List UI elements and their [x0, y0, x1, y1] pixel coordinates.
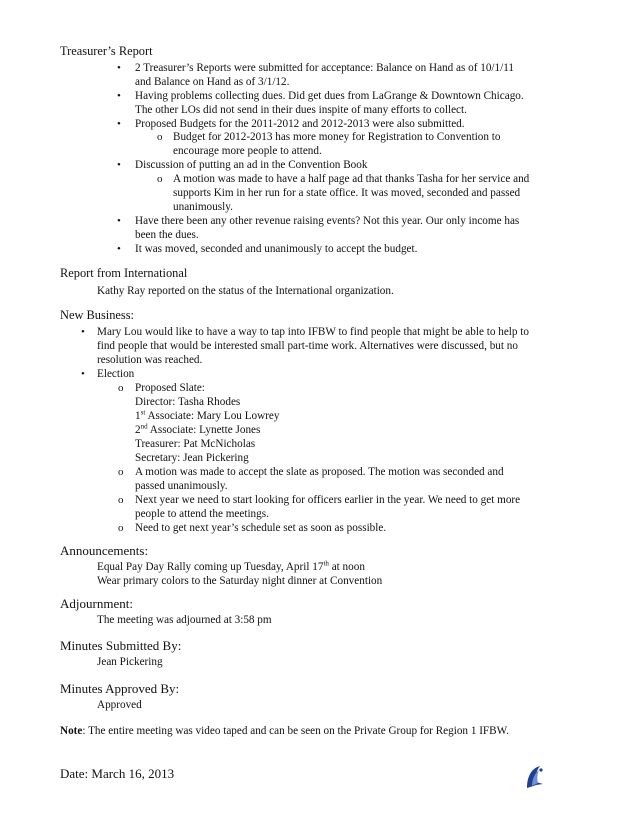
minutes-submitted-text: Jean Pickering [97, 656, 163, 668]
list-item-line: Next year we need to start looking for officers earlier in the year. We need to get more [135, 494, 521, 506]
sub-bullet: o [157, 173, 163, 185]
note-paragraph [60, 724, 509, 738]
list-item-line: find people that would be interested small part-time work. Alternatives were discussed, but no [97, 340, 518, 352]
list-item-line: Proposed Budgets for the 2011-2012 and 2012-2013 were also submitted. [135, 118, 465, 130]
sub-bullet: o [157, 131, 163, 143]
list-bullet: • [81, 368, 85, 380]
list-item-line: 2 Treasurer’s Reports were submitted for acceptance: Balance on Hand as of 10/1/11 [135, 62, 515, 74]
minutes-approved-heading: Minutes Approved By: [60, 681, 180, 696]
list-item-line: The other LOs did not send in their dues inspite of many efforts to collect. [135, 104, 467, 116]
list-item-line: Budget for 2012-2013 has more money for Registration to Convention to [173, 131, 501, 143]
list-item-line: A motion was made to have a half page ad that thanks Tasha for her service and [173, 173, 530, 185]
slate-treasurer: Treasurer: Pat McNicholas [135, 438, 256, 450]
minutes-submitted-heading: Minutes Submitted By: [60, 638, 182, 653]
announcement-line: Equal Pay Day Rally coming up Tuesday, April 17th at noon [97, 559, 365, 573]
list-bullet: • [117, 243, 121, 255]
list-item-line: resolution was reached. [97, 354, 203, 366]
list-bullet: • [117, 159, 121, 171]
announcement-line: Wear primary colors to the Saturday night dinner at Convention [97, 575, 383, 587]
list-item-line: passed unanimously. [135, 480, 228, 492]
sub-bullet: o [118, 522, 124, 534]
list-item-line: been the dues. [135, 229, 199, 241]
list-item-line: unanimously. [173, 201, 233, 213]
international-heading: Report from International [60, 266, 188, 280]
list-bullet: • [117, 62, 121, 74]
list-item-line: Have there been any other revenue raising events? Not this year. Our only income has [135, 215, 520, 227]
ifbw-logo-icon [524, 764, 546, 790]
list-item-line: people to attend the meetings. [135, 508, 269, 520]
list-item-line: and Balance on Hand as of 3/1/12. [135, 76, 290, 88]
slate-associate-2: 2nd Associate: Lynette Jones [135, 422, 261, 436]
adjournment-heading: Adjournment: [60, 596, 133, 611]
list-bullet: • [117, 90, 121, 102]
announcements-heading: Announcements: [60, 543, 149, 558]
new-business-heading: New Business: [60, 308, 134, 322]
slate-title: Proposed Slate: [135, 382, 205, 394]
note-label: Note [60, 725, 83, 737]
international-text: Kathy Ray reported on the status of the International organization. [97, 285, 394, 297]
list-bullet: • [81, 326, 85, 338]
list-bullet: • [117, 215, 121, 227]
treasurer-report-heading: Treasurer’s Report [60, 44, 153, 58]
note-text: : The entire meeting was video taped and can be seen on the Private Group for Region 1 IFBW. [82, 725, 509, 737]
list-item-line: Discussion of putting an ad in the Convention Book [135, 159, 368, 171]
list-item-line: Having problems collecting dues. Did get dues from LaGrange & Downtown Chicago. [135, 90, 524, 102]
list-item-line: Need to get next year’s schedule set as soon as possible. [135, 522, 387, 534]
election-label: Election [97, 368, 135, 380]
list-item-line: supports Kim in her run for a state office. It was moved, seconded and passed [173, 187, 521, 199]
slate-director: Director: Tasha Rhodes [135, 396, 241, 408]
list-bullet: • [117, 118, 121, 130]
list-item-line: It was moved, seconded and unanimously to accept the budget. [135, 243, 418, 255]
slate-secretary: Secretary: Jean Pickering [135, 452, 249, 464]
sub-bullet: o [118, 382, 124, 394]
list-item-line: Mary Lou would like to have a way to tap into IFBW to find people that might be able to help to [97, 326, 529, 338]
footer-date: Date: March 16, 2013 [60, 766, 175, 781]
list-item-line: encourage more people to attend. [173, 145, 322, 157]
sub-bullet: o [118, 494, 124, 506]
adjournment-text: The meeting was adjourned at 3:58 pm [97, 614, 272, 626]
minutes-approved-text: Approved [97, 699, 142, 711]
list-item-line: A motion was made to accept the slate as proposed. The motion was seconded and [135, 466, 504, 478]
slate-associate-1: 1st Associate: Mary Lou Lowrey [135, 408, 280, 422]
sub-bullet: o [118, 466, 124, 478]
